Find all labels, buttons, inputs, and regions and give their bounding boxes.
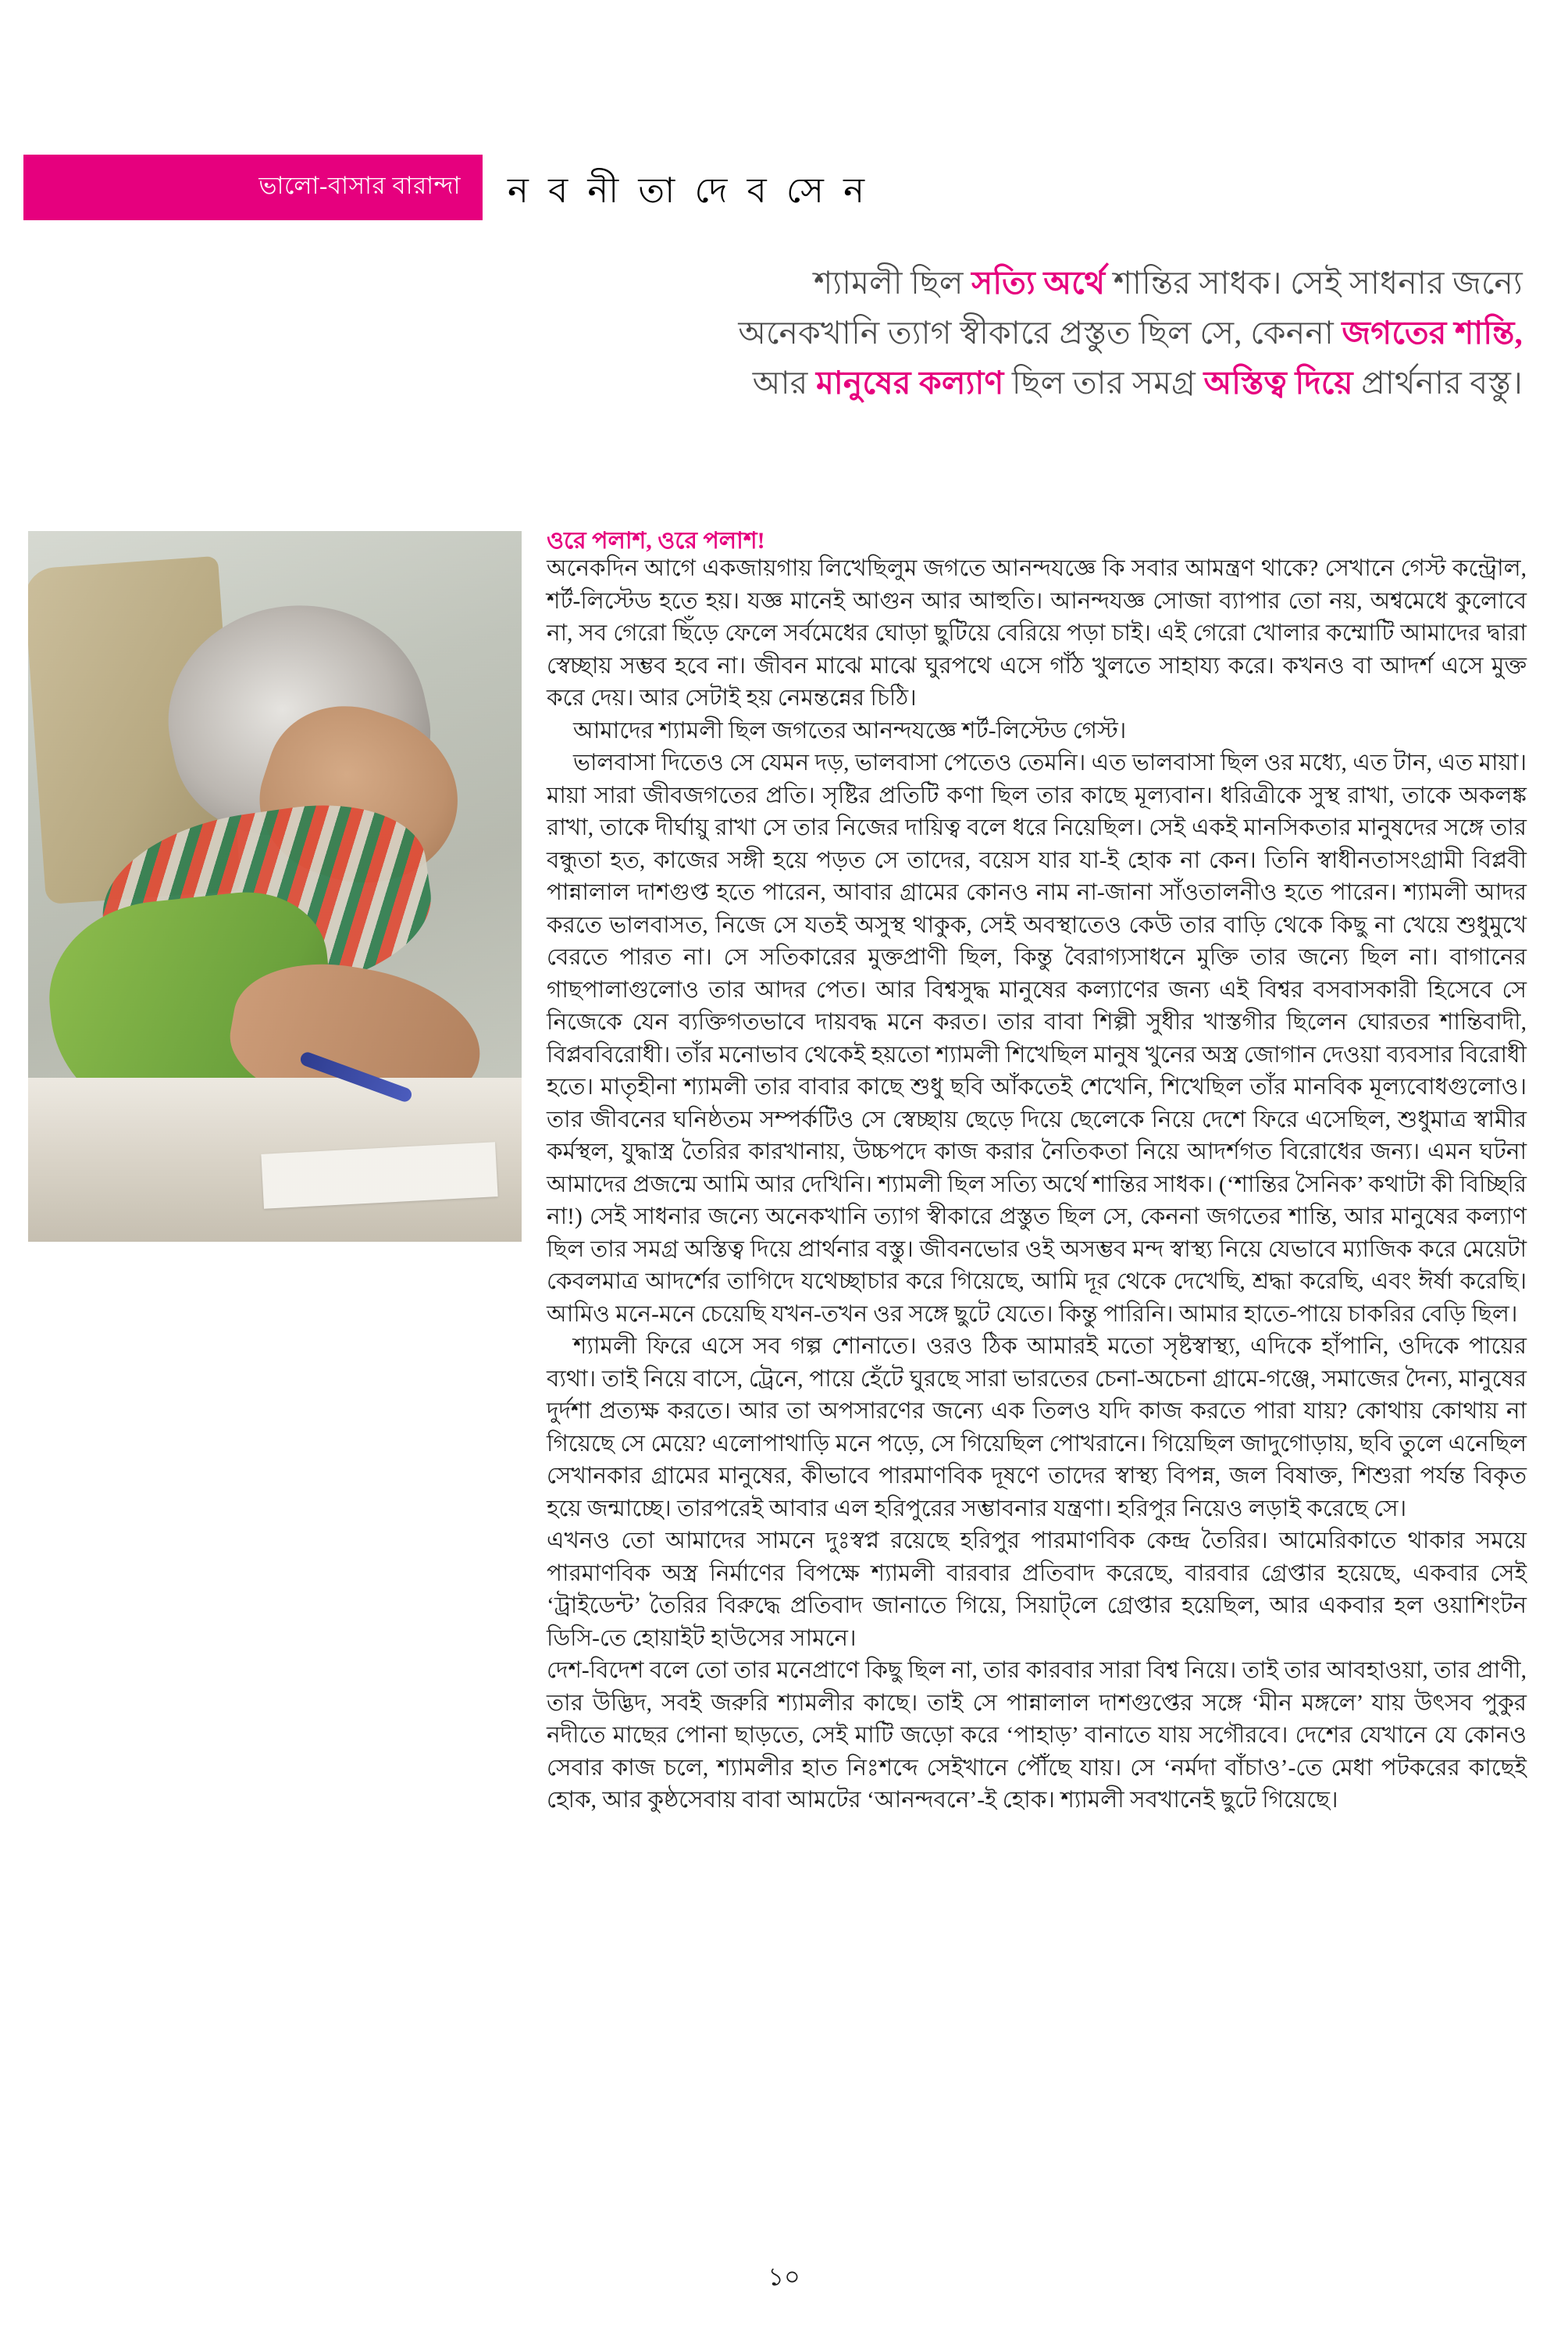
standfirst-line-3-highlight-1: মানুষের কল্যাণ	[816, 365, 1004, 401]
standfirst-line-2	[258, 308, 1523, 358]
author-byline: ন ব নী তা দে ব সে ন	[508, 171, 870, 210]
standfirst-line-3-part-c: প্রার্থনার বস্তু।	[1352, 365, 1523, 401]
article-paragraph: ভালবাসা দিতেও সে যেমন দড়, ভালবাসা পেতেও তেমনি। এত ভালবাসা ছিল ওর মধ্যে, এত টান, এত মায়া। মায়া সারা জীবজগতের প্রতি। সৃষ্টির প্রতিটি কণা ছিল তার কাছে মূল্যবান। ধরিত্রীকে সুস্থ রাখা, তাকে অকলঙ্ক রাখা, তাকে দীর্ঘায়ু রাখা সে তার নিজের দায়িত্ব বলে ধরে নিয়েছিল। সেই একই মানসিকতার মানুষদের সঙ্গে তার বন্ধুতা হত, কাজের সঙ্গী হয়ে পড়ত সে তাদের, বয়েস যার যা-ই হোক না কেন। তিনি স্বাধীনতাসংগ্রামী বিপ্লবী পান্নালাল দাশগুপ্ত হতে পারেন, আবার গ্রামের কোনও নাম না-জানা সাঁওতালনীও হতে পারেন। শ্যামলী আদর করতে ভালবাসত, নিজে সে যতই অসুস্থ থাকুক, সেই অবস্থাতেও কেউ তার বাড়ি থেকে কিছু না খেয়ে শুধুমুখে বেরতে পারত না। সে সতিকারের মুক্তপ্রাণী ছিল, কিন্তু বৈরাগ্যসাধনে মুক্তি তার জন্যে ছিল না। বাগানের গাছপালাগুলোও তার আদর পেত। আর বিশ্বসুদ্ধ মানুষের কল্যাণের জন্য এই বিশ্বর বসবাসকারী হিসেবে সে নিজেকে যেন ব্যক্তিগতভাবে দায়বদ্ধ মনে করত। তার বাবা শিল্পী সুধীর খাস্তগীর ছিলেন ঘোরতর শান্তিবাদী, বিপ্লববিরোধী। তাঁর মনোভাব থেকেই হয়তো শ্যামলী শিখেছিল মানুষ খুনের অস্ত্র জোগান দেওয়া ব্যবসার বিরোধী হতে। মাতৃহীনা শ্যামলী তার বাবার কাছে শুধু ছবি আঁকতেই শেখেনি, শিখেছিল তাঁর মানবিক মূল্যবোধগুলোও। তার জীবনের ঘনিষ্ঠতম সম্পর্কটিও সে স্বেচ্ছায় ছেড়ে দিয়ে ছেলেকে নিয়ে দেশে ফিরে এসেছিল, শুধুমাত্র স্বামীর কর্মস্থল, যুদ্ধাস্ত্র তৈরির কারখানায়, উচ্চপদে কাজ করার নৈতিকতা নিয়ে আদর্শগত বিরোধের জন্য। এমন ঘটনা আমাদের প্রজন্মে আমি আর দেখিনি। শ্যামলী ছিল সত্যি অর্থে শান্তির সাধক। (‘শান্তির সৈনিক’ কথাটা কী বিচ্ছিরি না!) সেই সাধনার জন্যে অনেকখানি ত্যাগ স্বীকারে প্রস্তুত ছিল সে, কেননা জগতের শান্তি, আর মানুষের কল্যাণ ছিল তার সমগ্র অস্তিত্ব দিয়ে প্রার্থনার বস্তু। জীবনভোর ওই অসম্ভব মন্দ স্বাস্থ্য নিয়ে যেভাবে ম্যাজিক করে মেয়েটা কেবলমাত্র আদর্শের তাগিদে যথেচ্ছাচার করে গিয়েছে, আমি দূর থেকে দেখেছি, শ্রদ্ধা করেছি, এবং ঈর্ষা করেছি। আমিও মনে-মনে চেয়েছি যখন-তখন ওর সঙ্গে ছুটে যেতে। কিন্তু পারিনি। আমার হাতে-পায়ে চাকরির বেড়ি ছিল।	[547, 751, 1527, 1327]
column-tag-badge	[23, 155, 483, 220]
standfirst-line-3	[258, 358, 1523, 408]
standfirst-line-1	[258, 258, 1523, 308]
standfirst-line-3-highlight-2: অস্তিত্ব দিয়ে	[1203, 365, 1353, 401]
standfirst	[258, 258, 1523, 408]
article-paragraph: শ্যামলী ফিরে এসে সব গল্প শোনাতে। ওরও ঠিক আমারই মতো সৃষ্টস্বাস্থ্য, এদিকে হাঁপানি, ওদিকে পায়ের ব্যথা। তাই নিয়ে বাসে, ট্রেনে, পায়ে হেঁটে ঘুরছে সারা ভারতের চেনা-অচেনা গ্রামে-গঞ্জে, সমাজের দৈন্য, মানুষের দুর্দশা প্রত্যক্ষ করতে। আর তা অপসারণের জন্যে এক তিলও যদি কাজ করতে পারা যায়? কোথায় কোথায় না গিয়েছে সে মেয়ে? এলোপাথাড়ি মনে পড়ে, সে গিয়েছিল পোখরানে। গিয়েছিল জাদুগোড়ায়, ছবি তুলে এনেছিল সেখানকার গ্রামের মানুষের, কীভাবে পারমাণবিক দূষণে তাদের স্বাস্থ্য বিপন্ন, জল বিষাক্ত, শিশুরা পর্যন্ত বিকৃত হয়ে জন্মাচ্ছে। তারপরেই আবার এল হরিপুরের সম্ভাবনার যন্ত্রণা। হরিপুর নিয়েও লড়াই করেছে সে।	[547, 1334, 1527, 1521]
article-paragraph: আমাদের শ্যামলী ছিল জগতের আনন্দযজ্ঞে শর্ট-লিস্টেড গেস্ট।	[573, 718, 1127, 744]
article-body	[547, 553, 1527, 1817]
page-number: ১০	[768, 2263, 800, 2291]
article-photo	[28, 531, 522, 1242]
article-paragraph: দেশ-বিদেশ বলে তো তার মনেপ্রাণে কিছু ছিল না, তার কারবার সারা বিশ্ব নিয়ে। তাই তার আবহাওয়া, তার প্রাণী, তার উদ্ভিদ, সবই জরুরি শ্যামলীর কাছে। তাই সে পান্নালাল দাশগুপ্তের সঙ্গে ‘মীন মঙ্গলে’ যায় উৎসব পুকুর নদীতে মাছের পোনা ছাড়তে, সেই মাটি জড়ো করে ‘পাহাড়’ বানাতে যায় সগৌরবে। দেশের যেখানে যে কোনও সেবার কাজ চলে, শ্যামলীর হাত নিঃশব্দে সেইখানে পৌঁছে যায়। সে ‘নর্মদা বাঁচাও’-তে মেধা পটকরের কাছেই হোক, আর কুষ্ঠসেবায় বাবা আমটের ‘আনন্দবনে’-ই হোক। শ্যামলী সবখানেই ছুটে গিয়েছে।	[547, 1658, 1527, 1813]
article-kicker: ওরে পলাশ, ওরে পলাশ!	[547, 528, 765, 554]
standfirst-line-1-part-a: শ্যামলী ছিল	[813, 265, 972, 301]
standfirst-line-2-highlight: জগতের শান্তি,	[1342, 315, 1523, 351]
article-paragraph: অনেকদিন আগে একজায়গায় লিখেছিলুম জগতে আনন্দযজ্ঞে কি সবার আমন্ত্রণ থাকে? সেখানে গেস্ট কন্ট্রোল, শর্ট-লিস্টেড হতে হয়। যজ্ঞ মানেই আগুন আর আহুতি। আনন্দযজ্ঞ সোজা ব্যাপার তো নয়, অশ্বমেধে কুলোবে না, সব গেরো ছিঁড়ে ফেলে সর্বমেধের ঘোড়া ছুটিয়ে বেরিয়ে পড়া চাই। এই গেরো খোলার কম্মোটি আমাদের দ্বারা স্বেচ্ছায় সম্ভব হবে না। জীবন মাঝে মাঝে ঘুরপথে এসে গাঁঠ খুলতে সাহায্য করে। কখনও বা আদর্শ এসে মুক্ত করে দেয়। আর সেটাই হয় নেমন্তন্নের চিঠি।	[547, 556, 1527, 711]
standfirst-line-1-highlight: সত্যি অর্থে	[971, 265, 1106, 301]
article-paragraph: এখনও তো আমাদের সামনে দুঃস্বপ্ন রয়েছে হরিপুর পারমাণবিক কেন্দ্র তৈরির। আমেরিকাতে থাকার সময়ে পারমাণবিক অস্ত্র নির্মাণের বিপক্ষে শ্যামলী বারবার প্রতিবাদ করেছে, বারবার গ্রেপ্তার হয়েছে, একবার সেই ‘ট্রাইডেন্ট’ তৈরির বিরুদ্ধে প্রতিবাদ জানাতে গিয়ে, সিয়াট্‌লে গ্রেপ্তার হয়েছিল, আর একবার হল ওয়াশিংটন ডিসি-তে হোয়াইট হাউসের সামনে।	[547, 1528, 1527, 1651]
column-tag-label: ভালো-বাসার বারান্দা	[258, 172, 461, 199]
standfirst-line-3-part-a: আর	[752, 365, 817, 401]
page-header	[0, 155, 1568, 222]
standfirst-line-1-part-b: শান্তির সাধক। সেই সাধনার জন্যে	[1105, 265, 1523, 301]
standfirst-line-3-part-b: ছিল তার সমগ্র	[1003, 365, 1204, 401]
standfirst-line-2-part-a: অনেকখানি ত্যাগ স্বীকারে প্রস্তুত ছিল সে, কেননা	[738, 315, 1342, 351]
